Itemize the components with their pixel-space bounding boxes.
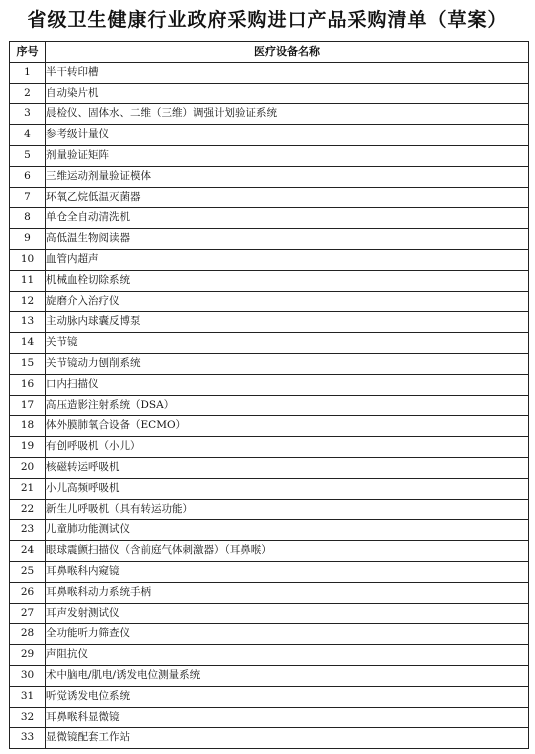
- table-body: [10, 62, 529, 748]
- row-number-cell: 1: [10, 62, 46, 83]
- device-name-cell: 耳鼻喉科动力系统手柄: [46, 582, 529, 603]
- table-row: [10, 333, 529, 354]
- row-number-cell: 32: [10, 707, 46, 728]
- row-number-cell: 18: [10, 416, 46, 437]
- device-name-cell: 血管内超声: [46, 249, 529, 270]
- column-header-name: 医疗设备名称: [46, 42, 529, 63]
- device-name-cell: 术中脑电/肌电/诱发电位测量系统: [46, 665, 529, 686]
- device-name-cell: 耳声发射测试仪: [46, 603, 529, 624]
- table-row: [10, 353, 529, 374]
- table-row: [10, 416, 529, 437]
- row-number-cell: 13: [10, 312, 46, 333]
- device-name-cell: 小儿高频呼吸机: [46, 478, 529, 499]
- document-title: 省级卫生健康行业政府采购进口产品采购清单（草案）: [27, 9, 508, 31]
- row-number-cell: 27: [10, 603, 46, 624]
- device-name-cell: 剂量验证矩阵: [46, 145, 529, 166]
- device-name-cell: 高低温生物阅读器: [46, 229, 529, 250]
- device-name-cell: 机械血栓切除系统: [46, 270, 529, 291]
- device-name-cell: 显微镜配套工作站: [46, 728, 529, 749]
- device-name-cell: 关节镜动力刨削系统: [46, 353, 529, 374]
- device-name-cell: 自动染片机: [46, 83, 529, 104]
- table-row: [10, 520, 529, 541]
- row-number-cell: 8: [10, 208, 46, 229]
- table-row: [10, 603, 529, 624]
- row-number-cell: 19: [10, 437, 46, 458]
- table-row: [10, 145, 529, 166]
- row-number-cell: 9: [10, 229, 46, 250]
- table-row: [10, 270, 529, 291]
- device-name-cell: 儿童肺功能测试仪: [46, 520, 529, 541]
- row-number-cell: 17: [10, 395, 46, 416]
- procurement-table: [9, 41, 529, 749]
- table-row: [10, 187, 529, 208]
- table-header-row: [10, 42, 529, 63]
- row-number-cell: 31: [10, 686, 46, 707]
- device-name-cell: 新生儿呼吸机（具有转运功能）: [46, 499, 529, 520]
- table-row: [10, 665, 529, 686]
- row-number-cell: 10: [10, 249, 46, 270]
- table-row: [10, 62, 529, 83]
- table-row: [10, 437, 529, 458]
- device-name-cell: 体外膜肺氧合设备（ECMO）: [46, 416, 529, 437]
- row-number-cell: 4: [10, 125, 46, 146]
- table-row: [10, 166, 529, 187]
- table-row: [10, 312, 529, 333]
- device-name-cell: 单仓全自动清洗机: [46, 208, 529, 229]
- table-row: [10, 249, 529, 270]
- table-row: [10, 624, 529, 645]
- device-name-cell: 听觉诱发电位系统: [46, 686, 529, 707]
- table-row: [10, 125, 529, 146]
- device-name-cell: 高压造影注射系统（DSA）: [46, 395, 529, 416]
- device-name-cell: 参考级计量仪: [46, 125, 529, 146]
- device-name-cell: 声阻抗仪: [46, 645, 529, 666]
- table-row: [10, 208, 529, 229]
- table-row: [10, 728, 529, 749]
- device-name-cell: 耳鼻喉科显微镜: [46, 707, 529, 728]
- row-number-cell: 26: [10, 582, 46, 603]
- row-number-cell: 23: [10, 520, 46, 541]
- row-number-cell: 21: [10, 478, 46, 499]
- column-header-no: 序号: [10, 42, 46, 63]
- table-row: [10, 686, 529, 707]
- row-number-cell: 28: [10, 624, 46, 645]
- device-name-cell: 半干转印槽: [46, 62, 529, 83]
- row-number-cell: 11: [10, 270, 46, 291]
- table-row: [10, 104, 529, 125]
- table-row: [10, 83, 529, 104]
- row-number-cell: 2: [10, 83, 46, 104]
- row-number-cell: 15: [10, 353, 46, 374]
- table-row: [10, 499, 529, 520]
- device-name-cell: 三维运动剂量验证模体: [46, 166, 529, 187]
- row-number-cell: 22: [10, 499, 46, 520]
- row-number-cell: 16: [10, 374, 46, 395]
- device-name-cell: 耳鼻喉科内窥镜: [46, 561, 529, 582]
- table-row: [10, 374, 529, 395]
- table-row: [10, 395, 529, 416]
- device-name-cell: 环氧乙烷低温灭菌器: [46, 187, 529, 208]
- table-row: [10, 582, 529, 603]
- row-number-cell: 6: [10, 166, 46, 187]
- device-name-cell: 关节镜: [46, 333, 529, 354]
- row-number-cell: 7: [10, 187, 46, 208]
- table-row: [10, 457, 529, 478]
- row-number-cell: 30: [10, 665, 46, 686]
- row-number-cell: 24: [10, 541, 46, 562]
- device-name-cell: 有创呼吸机（小儿）: [46, 437, 529, 458]
- device-name-cell: 口内扫描仪: [46, 374, 529, 395]
- table-row: [10, 478, 529, 499]
- table-row: [10, 561, 529, 582]
- device-name-cell: 核磁转运呼吸机: [46, 457, 529, 478]
- table-row: [10, 229, 529, 250]
- table-row: [10, 541, 529, 562]
- row-number-cell: 29: [10, 645, 46, 666]
- row-number-cell: 3: [10, 104, 46, 125]
- row-number-cell: 25: [10, 561, 46, 582]
- device-name-cell: 主动脉内球囊反博泵: [46, 312, 529, 333]
- table-row: [10, 645, 529, 666]
- device-name-cell: 晨检仪、固体水、二维（三维）调强计划验证系统: [46, 104, 529, 125]
- row-number-cell: 5: [10, 145, 46, 166]
- device-name-cell: 旋磨介入治疗仪: [46, 291, 529, 312]
- row-number-cell: 14: [10, 333, 46, 354]
- row-number-cell: 33: [10, 728, 46, 749]
- table-row: [10, 707, 529, 728]
- device-name-cell: 眼球震颤扫描仪（含前庭气体刺激器）（耳鼻喉）: [46, 541, 529, 562]
- table-row: [10, 291, 529, 312]
- row-number-cell: 12: [10, 291, 46, 312]
- row-number-cell: 20: [10, 457, 46, 478]
- device-name-cell: 全功能听力筛查仪: [46, 624, 529, 645]
